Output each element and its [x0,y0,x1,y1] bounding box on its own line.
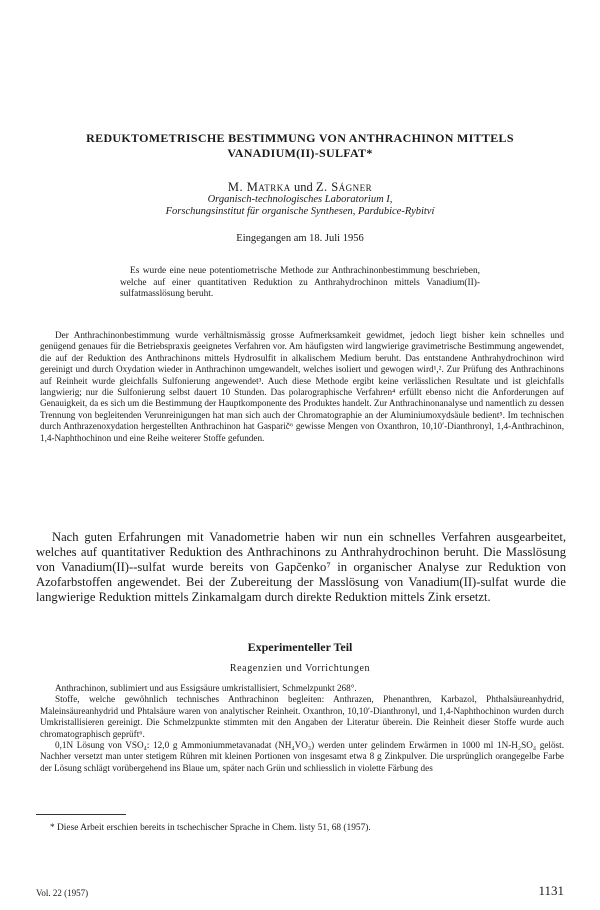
subsection-heading: Reagenzien und Vorrichtungen [229,663,371,674]
author-1: M. Matrka [227,180,291,194]
section-heading: Experimenteller Teil [247,640,353,654]
footnote-divider [36,814,126,815]
title-line-2: VANADIUM(II)-SULFAT* [227,146,373,160]
paragraph-begleitstoffe: Stoffe, welche gewöhnlich technisches Anthrachinon begleiten: Anthrazen, Phenanthren, Karbazol, Phthalsäureanhydrid, Maleinsäureanhydrid und Phtalsäure waren von analytischer Reinheit. Oxanthron, 10,10′-Dianthronyl, und 1,4-Naphthochinon wurden durch Umkristallisieren gereinigt. Die Schmelzpunkte stimmten mit den Angaben der Literatur überein. Die Reinheit dieser Stoffe wurde auch chromatographisch geprüft⁶. [40,694,564,739]
author-2: Z. Ságner [315,180,373,194]
received-date: Eingegangen am 18. Juli 1956 [236,233,364,244]
affiliation [30,194,570,218]
footnote: * Diese Arbeit erschien bereits in tschechischer Sprache in Chem. listy 51, 68 (1957). [50,823,371,833]
intro-paragraph-large: Nach guten Erfahrungen mit Vanadometrie haben wir nun ein schnelles Verfahren ausgearbeitet, welches auf quantitativer Reduktion des Anthrachinons zu Anthrahydrochinon beruht. Die Masslösung von Vanadium(II)--sulfat wurde bereits von Gapčenko⁷ in organischer Analyse zur Reduktion von Azofarbstoffen angewendet. Bei der Zubereitung der Masslösung von Vanadium(II)-sulfat wurde die langwierige Reduktion mittels Zinkamalgam durch direkte Reduktion mittels Zink ersetzt. [36,530,566,604]
page-number: 1131 [538,883,564,898]
authors [30,180,570,195]
affiliation-line-2: Forschungsinstitut für organische Synthesen, Pardubice-Rybitví [165,206,435,217]
paragraph-vso4-loesung: 0,1N Lösung von VSO₄: 12,0 g Ammoniummetavanadat (NH₄VO₃) werden unter gelindem Erwärmen in 1000 ml 1N-H₂SO₄ gelöst. Nachher versetzt man unter stetigem Rühren mit kleinen Portionen von insgesamt etwa 8 g Zinkpulver. Die ursprünglich orangegelbe Farbe der Lösung schlägt vorübergehend ins Blaue um, später nach Grün und schliesslich in violette Färbung des [40,740,564,773]
abstract: Es wurde eine neue potentiometrische Methode zur Anthrachinonbestimmung beschrieben, welche auf einer quantitativen Reduktion zu Anthrahydrochinon mittels Vanadium(II)-sulfatmasslösung beruht. [120,266,480,299]
volume-info: Vol. 22 (1957) [36,888,89,898]
experimental-text [40,683,564,774]
paper-title [30,131,570,161]
intro-paragraph-small: Der Anthrachinonbestimmung wurde verhältnismässig grosse Aufmerksamkeit gewidmet, jedoch liegt bisher kein schnelles und genügend genaues für die Betriebspraxis geeignetes Verfahren vor. Am häufigsten wird langwierige gravimetrische Bestimmung angewendet, die auf der Reduktion des Anthrachinons mittels Hydrosulfit in alkalischem Medium beruht. Das entstandene Anthrahydrochinon wird gereinigt und durch Oxydation wieder in Anthrachinon umgewandelt, welches isoliert und gewogen wird¹,². Zur Prüfung des Anthrachinons auf Reinheit wurde gleichfalls Sulfonierung angewendet³. Auch diese Methode ergibt keine verlässlichen Resultate und ist gleichfalls langwierig; nur die Sulfonierung selbst dauert 10 Stunden. Das polarographische Verfahren⁴ erfüllt ebenso nicht die Anforderungen auf Genauigkeit, da es sich um die Bestimmung der Hauptkomponente des Produktes handelt. Zur Anthrachinonanalyse und namentlich zu dessen Trennung von begleitenden Verunreinigungen hat man sich auch der Chromatographie an der Aluminiumoxydsäule bedient⁵. Im technischen durch Anthrazenoxydation hergestellten Anthrachinon hat Gasparič⁶ gewisse Mengen von Oxanthron, 10,10′-Dianthronyl, 1,4-Anthrachinon, 1,4-Naphthochinon und eine Reihe weiterer Stoffe gefunden. [40,330,564,443]
title-line-1: REDUKTOMETRISCHE BESTIMMUNG VON ANTHRACHINON MITTELS [86,131,514,145]
author-conjunction: und [293,180,313,194]
affiliation-line-1: Organisch-technologisches Laboratorium I, [207,194,393,205]
paragraph-anthrachinon: Anthrachinon, sublimiert und aus Essigsäure umkristallisiert, Schmelzpunkt 268°. [55,683,357,693]
